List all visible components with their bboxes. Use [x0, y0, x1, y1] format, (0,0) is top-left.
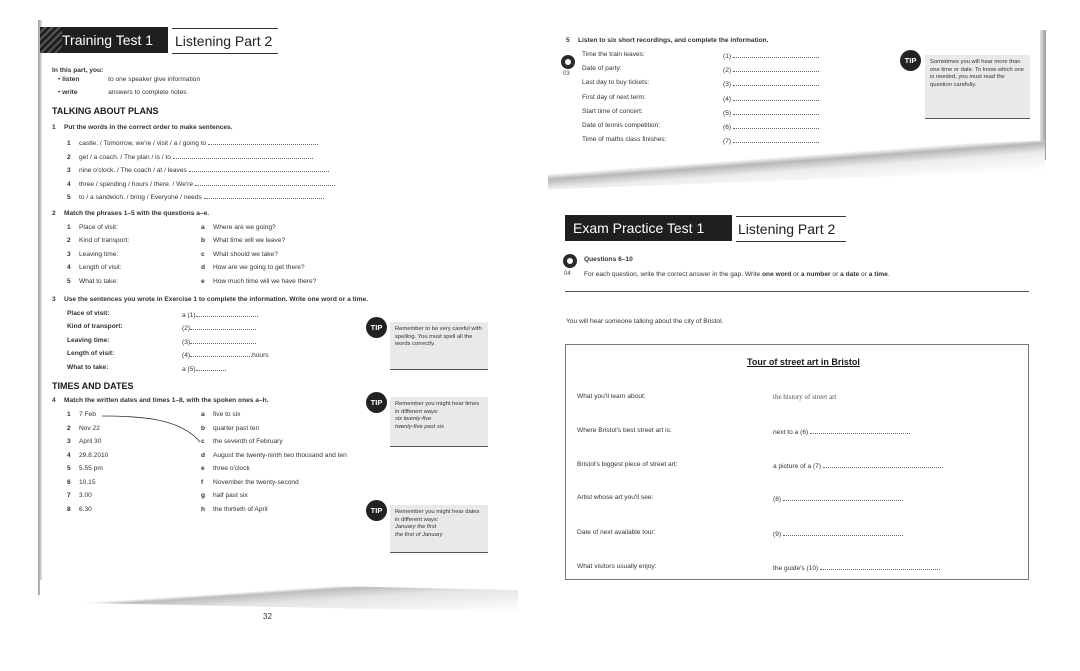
item-number: 2: [67, 425, 71, 432]
item-text: get / a coach. / The plan / is / to: [79, 154, 171, 161]
answer-line[interactable]: [190, 350, 252, 357]
header-part: Listening Part 2: [175, 33, 273, 49]
gap-prefix: a: [182, 312, 186, 319]
item-text: April 30: [79, 438, 102, 445]
item-text: How are we going to get there?: [213, 264, 305, 271]
tip-badge: TIP: [366, 392, 387, 413]
notes-gap[interactable]: [773, 427, 910, 436]
notes-label: Artist whose art you'll see:: [577, 494, 654, 501]
item-text: three / spending / hours / there. / We're: [79, 181, 194, 188]
tip-badge: TIP: [900, 50, 921, 71]
gap-number: (3): [723, 81, 732, 88]
instruction-text: Match the phrases 1–5 with the questions a–e.: [64, 210, 210, 217]
questions-label: Questions 6–10: [584, 256, 633, 263]
header-stripes: [40, 27, 62, 53]
form-label: Start time of concert:: [582, 108, 643, 115]
item-number: 4: [67, 181, 71, 188]
match-left: [67, 264, 122, 271]
tip-text: Remember you might hear dates in different ways:: [395, 509, 480, 523]
instruction-bold: a time: [868, 271, 888, 278]
match-left: [67, 425, 100, 432]
item-text: Length of visit:: [79, 264, 122, 271]
tip-badge: TIP: [366, 317, 387, 338]
answer-line[interactable]: [190, 323, 256, 330]
track-number: 04: [564, 271, 571, 277]
intro-item: • listen to one speaker give information: [58, 76, 201, 83]
section-title-plans: TALKING ABOUT PLANS: [52, 106, 159, 116]
answer-line[interactable]: [810, 427, 910, 434]
form-label: First day of next term:: [582, 94, 646, 101]
match-left: [67, 251, 118, 258]
match-right: [201, 264, 305, 271]
answer-line[interactable]: [823, 461, 943, 468]
gap-number: (5): [723, 110, 732, 117]
item-number: 3: [67, 438, 71, 445]
form-gap[interactable]: [723, 51, 819, 60]
match-left: [67, 452, 108, 459]
gap-prefix: a: [182, 366, 186, 373]
header-title: Exam Practice Test 1: [573, 220, 705, 236]
header-title: Training Test 1: [62, 32, 154, 48]
answer-line[interactable]: [204, 192, 324, 199]
answer-line[interactable]: [733, 51, 819, 58]
exercise-1-item: [67, 192, 324, 201]
item-number: 5: [67, 278, 71, 285]
item-text: What to take:: [79, 278, 118, 285]
notes-title: Tour of street art in Bristol: [747, 357, 860, 367]
item-text: the thirtieth of April: [213, 506, 268, 513]
notes-gap[interactable]: [773, 494, 903, 503]
gap-number: (6): [723, 124, 732, 131]
answer-line[interactable]: [173, 152, 313, 159]
form-label: Date of party:: [582, 65, 622, 72]
form-label: Length of visit:: [67, 350, 115, 357]
form-gap[interactable]: [182, 337, 256, 346]
exercise-number: 1: [52, 124, 56, 131]
item-text: 6.30: [79, 506, 92, 513]
item-text: nine o'clock. / The coach / at / leaves: [79, 167, 187, 174]
exercise-2-instruction: [52, 210, 209, 217]
gap-number: (7): [723, 138, 732, 145]
item-text: 3.00: [79, 492, 92, 499]
instruction-text: Match the written dates and times 1–8, with the spoken ones a–h.: [64, 397, 269, 404]
header-part: Listening Part 2: [738, 221, 836, 237]
answer-line[interactable]: [733, 79, 819, 86]
item-number: 1: [67, 224, 71, 231]
item-text: five to six: [213, 411, 241, 418]
form-label: Place of visit:: [67, 310, 110, 317]
item-text: Place of visit:: [79, 224, 118, 231]
item-text: How much time will we have there?: [213, 278, 317, 285]
gap-number: (4): [182, 352, 191, 359]
instruction-text: .: [887, 271, 890, 278]
item-letter: a: [201, 411, 205, 418]
exercise-number: 4: [52, 397, 56, 404]
item-text: half past six: [213, 492, 248, 499]
header-title-box: [40, 27, 168, 53]
notes-example-value: the history of street art: [773, 393, 837, 401]
match-left: [67, 479, 96, 486]
form-gap[interactable]: [723, 65, 819, 74]
intro-verb: write: [62, 89, 78, 96]
match-right: [201, 452, 347, 459]
intro-text: answers to complete notes: [108, 89, 187, 96]
form-label: Leaving time:: [67, 337, 110, 344]
match-left: [67, 438, 101, 445]
item-number: 2: [67, 237, 71, 244]
notes-label: What visitors usually enjoy:: [577, 563, 657, 570]
match-left: [67, 237, 129, 244]
form-gap[interactable]: [182, 310, 258, 319]
form-label: Time of maths class finishes:: [582, 136, 667, 143]
item-number: 3: [67, 251, 71, 258]
exercise-1-instruction: [52, 124, 233, 131]
match-right: [201, 251, 278, 258]
exercise-1-item: [67, 165, 329, 174]
answer-line[interactable]: [733, 136, 819, 143]
intro-text: to one speaker give information: [108, 76, 201, 83]
page-edge-left: [38, 20, 42, 595]
exercise-1-item: [67, 179, 335, 188]
item-letter: g: [201, 492, 206, 499]
form-label: Time the train leaves:: [582, 51, 645, 58]
exercise-3-instruction: [52, 296, 368, 303]
exercise-number: 3: [52, 296, 56, 303]
item-text: What time will we leave?: [213, 237, 286, 244]
item-text: 7 Feb: [79, 411, 96, 418]
gap-text: the guide's (10): [773, 565, 819, 572]
answer-line[interactable]: [783, 529, 903, 536]
form-label: What to take:: [67, 364, 109, 371]
match-example-line: [100, 412, 210, 448]
page-number: 32: [263, 612, 272, 621]
instruction-bold: a date: [840, 271, 860, 278]
instruction-bold: one word: [762, 271, 792, 278]
tip-box: [925, 55, 1030, 119]
answer-line[interactable]: [189, 165, 329, 172]
gap-number: (2): [723, 67, 732, 74]
item-number: 1: [67, 140, 71, 147]
item-text: the seventh of February: [213, 438, 283, 445]
tip-box: [390, 397, 488, 447]
match-line-path: [102, 416, 200, 442]
form-gap[interactable]: [723, 122, 819, 131]
item-number: 8: [67, 506, 71, 513]
tip-example: January the first: [395, 524, 437, 531]
page-curl-shadow: [40, 580, 518, 612]
form-gap[interactable]: [723, 79, 819, 88]
match-right: [201, 479, 299, 486]
match-left: [67, 411, 96, 418]
item-text: Nov 22: [79, 425, 100, 432]
page-curl-shadow: [548, 140, 1045, 189]
notes-label: Date of next available tour:: [577, 529, 656, 536]
answer-line[interactable]: [733, 108, 819, 115]
notes-gap[interactable]: [773, 563, 940, 572]
answer-line[interactable]: [196, 310, 258, 317]
item-letter: c: [201, 438, 205, 445]
item-text: 10.15: [79, 479, 96, 486]
answer-line[interactable]: [733, 94, 819, 101]
header-part-box: [736, 216, 846, 242]
notes-gap[interactable]: [773, 529, 903, 538]
tip-example: the first of January: [395, 531, 443, 538]
gap-text: next to a (6): [773, 429, 809, 436]
item-text: three o'clock: [213, 465, 250, 472]
item-number: 7: [67, 492, 71, 499]
instruction-text: or: [832, 271, 839, 278]
track-number: 03: [563, 71, 570, 77]
item-number: 4: [67, 452, 71, 459]
exercise-4-instruction: [52, 397, 268, 404]
form-gap[interactable]: [182, 350, 269, 359]
form-gap[interactable]: [182, 364, 226, 373]
item-number: 5: [67, 194, 71, 201]
gap-text: (9): [773, 531, 782, 538]
exam-instruction: [584, 271, 890, 278]
tip-badge: TIP: [366, 500, 387, 521]
item-letter: e: [201, 465, 205, 472]
tip-text: Remember you might hear times in different ways:: [395, 401, 480, 415]
exercise-number: 5: [566, 37, 570, 44]
item-text: Leaving time:: [79, 251, 119, 258]
item-letter: b: [201, 237, 206, 244]
match-left: [67, 465, 103, 472]
item-letter: d: [201, 452, 206, 459]
form-gap[interactable]: [723, 108, 819, 117]
item-text: August the twenty-ninth two thousand and ten: [213, 452, 347, 459]
item-letter: d: [201, 264, 206, 271]
exercise-5-instruction: [566, 37, 769, 44]
item-text: November the twenty-second: [213, 479, 299, 486]
item-text: Kind of transport:: [79, 237, 130, 244]
instruction-text: Use the sentences you wrote in Exercise 1 to complete the information. Write one word or a time.: [64, 296, 368, 303]
intro-item: • write answers to complete notes: [58, 89, 187, 96]
match-left: [67, 506, 92, 513]
match-left: [67, 278, 118, 285]
tip-box: [390, 322, 488, 370]
tip-text: Sometimes you will hear more than one time or date. To know which one is needed, you must read the question carefully.: [930, 59, 1024, 88]
match-left: [67, 492, 92, 499]
intro-verb: listen: [62, 76, 80, 83]
item-letter: a: [201, 224, 205, 231]
answer-line[interactable]: [195, 179, 335, 186]
tip-example: six twenty-five: [395, 416, 432, 423]
match-right: [201, 237, 285, 244]
match-right: [201, 506, 268, 513]
gap-text: a picture of a (7): [773, 463, 822, 470]
form-gap[interactable]: [723, 136, 819, 145]
form-gap[interactable]: [182, 323, 256, 332]
match-right: [201, 465, 250, 472]
form-gap[interactable]: [723, 94, 819, 103]
tip-example: twenty-five past six: [395, 423, 444, 430]
match-right: [201, 492, 248, 499]
item-letter: c: [201, 251, 205, 258]
item-letter: f: [201, 479, 204, 486]
item-text: quarter past ten: [213, 425, 260, 432]
answer-line[interactable]: [208, 138, 318, 145]
audio-icon[interactable]: [563, 254, 577, 268]
header-part-box: [172, 28, 278, 54]
divider: [565, 291, 1029, 292]
item-number: 1: [67, 411, 71, 418]
gap-number: (4): [723, 96, 732, 103]
answer-line[interactable]: [190, 337, 256, 344]
instruction-text: For each question, write the correct answer in the gap. Write: [584, 271, 761, 278]
gap-number: (3): [182, 339, 191, 346]
exercise-1-item: [67, 152, 313, 161]
answer-line[interactable]: [783, 494, 903, 501]
exercise-1-item: [67, 138, 318, 147]
answer-line[interactable]: [733, 65, 819, 72]
item-number: 3: [67, 167, 71, 174]
match-right: [201, 438, 283, 445]
gap-text: (8): [773, 496, 782, 503]
gap-number: (2): [182, 325, 191, 332]
gap-number: (5): [187, 366, 196, 373]
item-number: 5: [67, 465, 71, 472]
instruction-text: or: [861, 271, 867, 278]
match-right: [201, 278, 316, 285]
notes-label: Bristol's biggest piece of street art:: [577, 461, 678, 468]
notes-gap[interactable]: [773, 461, 943, 470]
tip-text: Remember to be very careful with spelling. You must spell all the words correctly.: [395, 326, 482, 348]
item-text: 5.55 pm: [79, 465, 103, 472]
answer-line[interactable]: [196, 364, 226, 371]
exam-intro: You will hear someone talking about the city of Bristol.: [566, 318, 724, 325]
instruction-text: Put the words in the correct order to make sentences.: [64, 124, 233, 131]
item-letter: h: [201, 506, 206, 513]
item-text: What should we take?: [213, 251, 278, 258]
item-letter: e: [201, 278, 205, 285]
item-number: 6: [67, 479, 71, 486]
answer-line[interactable]: [733, 122, 819, 129]
form-label: Last day to buy tickets:: [582, 79, 650, 86]
section-title-times: TIMES AND DATES: [52, 381, 134, 391]
audio-icon[interactable]: [561, 55, 575, 69]
form-label: Kind of transport:: [67, 323, 123, 330]
instruction-text: or: [793, 271, 800, 278]
tip-box: [390, 505, 488, 553]
intro-heading: In this part, you:: [52, 67, 104, 74]
item-text: 29.8.2010: [79, 452, 109, 459]
gap-number: (1): [187, 312, 196, 319]
form-label: Date of tennis competition:: [582, 122, 661, 129]
instruction-text: Listen to six short recordings, and complete the information.: [578, 37, 769, 44]
item-text: Where are we going?: [213, 224, 276, 231]
item-number: 2: [67, 154, 71, 161]
instruction-bold: a number: [800, 271, 831, 278]
gap-suffix: hours: [252, 352, 269, 359]
answer-line[interactable]: [820, 563, 940, 570]
item-letter: b: [201, 425, 206, 432]
item-text: to / a sandwich. / bring / Everyone / needs: [79, 194, 202, 201]
item-number: 4: [67, 264, 71, 271]
match-right: [201, 224, 276, 231]
item-text: castle. / Tomorrow, we're / visit / a / going to: [79, 140, 207, 147]
match-left: [67, 224, 118, 231]
header-title-box: [565, 215, 732, 241]
notes-label: What you'll learn about:: [577, 393, 646, 400]
exercise-number: 2: [52, 210, 56, 217]
gap-number: (1): [723, 53, 732, 60]
notes-label: Where Bristol's best street art is:: [577, 427, 672, 434]
